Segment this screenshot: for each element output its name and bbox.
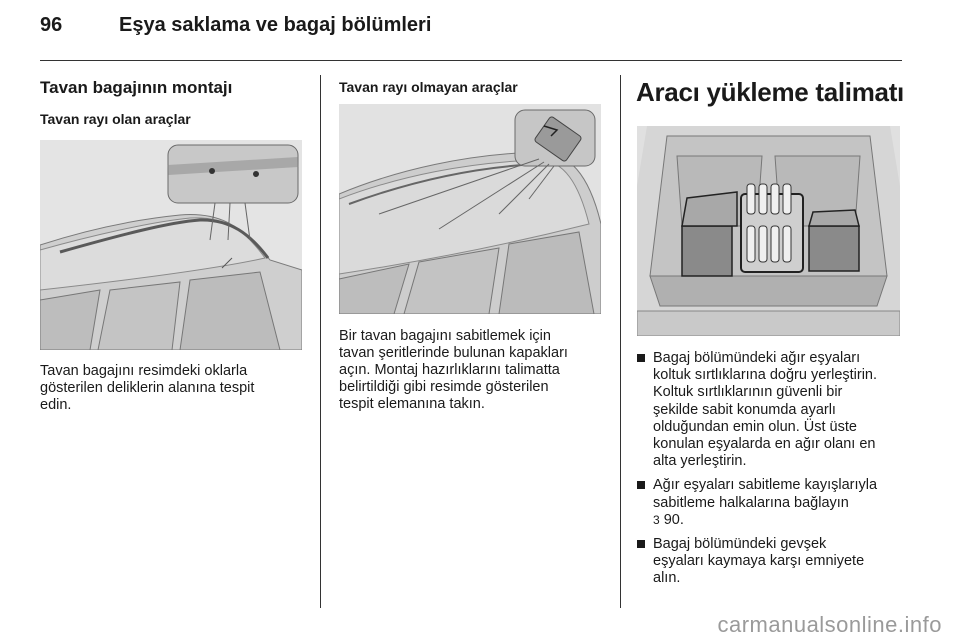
subsection-title-with-rails: Tavan rayı olan araçlar <box>40 111 191 127</box>
column-divider-2 <box>620 75 621 608</box>
paragraph-without-rails: Bir tavan bagajını sabitlemek için tavan şeritlerinde bulunan kapakları açın. Montaj hazırlıklarını talimatta belirtildiği gibi resimde gösterilen tespit elemanına takın. <box>339 328 568 412</box>
list-item: Bagaj bölümündeki ağır eşyaları koltuk sırtlıklarına doğru yerleştirin. Koltuk sırtlıklarının güvenli bir şekilde sabit konumda ayarlı olduğundan emin olun. Üst üste konulan eşyalarda en ağır olanı en alta yerleştirin. <box>637 350 907 470</box>
header-divider <box>40 60 902 61</box>
bullet-icon <box>637 481 645 489</box>
list-item: Ağır eşyaları sabitleme kayışlarıyla sabitleme halkalarına bağlayın 3 90. <box>637 477 907 529</box>
section-title-roof-rack: Tavan bagajının montajı <box>40 78 233 97</box>
watermark: carmanualsonline.info <box>717 612 942 637</box>
roof-rails-illustration <box>40 140 302 350</box>
page-number: 96 <box>40 14 63 36</box>
section-title-loading: Aracı yükleme talimatı <box>636 77 904 107</box>
paragraph-with-rails: Tavan bagajını resimdeki oklarla gösterilen deliklerin alanına tespit edin. <box>40 363 255 413</box>
column-divider-1 <box>320 75 321 608</box>
cargo-loading-illustration <box>637 126 900 336</box>
bullet-icon <box>637 540 645 548</box>
page-header-title: Eşya saklama ve bagaj bölümleri <box>119 14 432 36</box>
roof-strips-illustration <box>339 104 601 314</box>
subsection-title-without-rails: Tavan rayı olmayan araçlar <box>339 79 518 95</box>
list-item: Bagaj bölümündeki gevşek eşyaları kaymaya karşı emniyete alın. <box>637 536 907 588</box>
page-reference[interactable]: 3 90. <box>653 511 684 528</box>
loading-instructions-list <box>637 350 907 595</box>
bullet-icon <box>637 354 645 362</box>
reference-arrow-icon: 3 <box>653 512 660 527</box>
